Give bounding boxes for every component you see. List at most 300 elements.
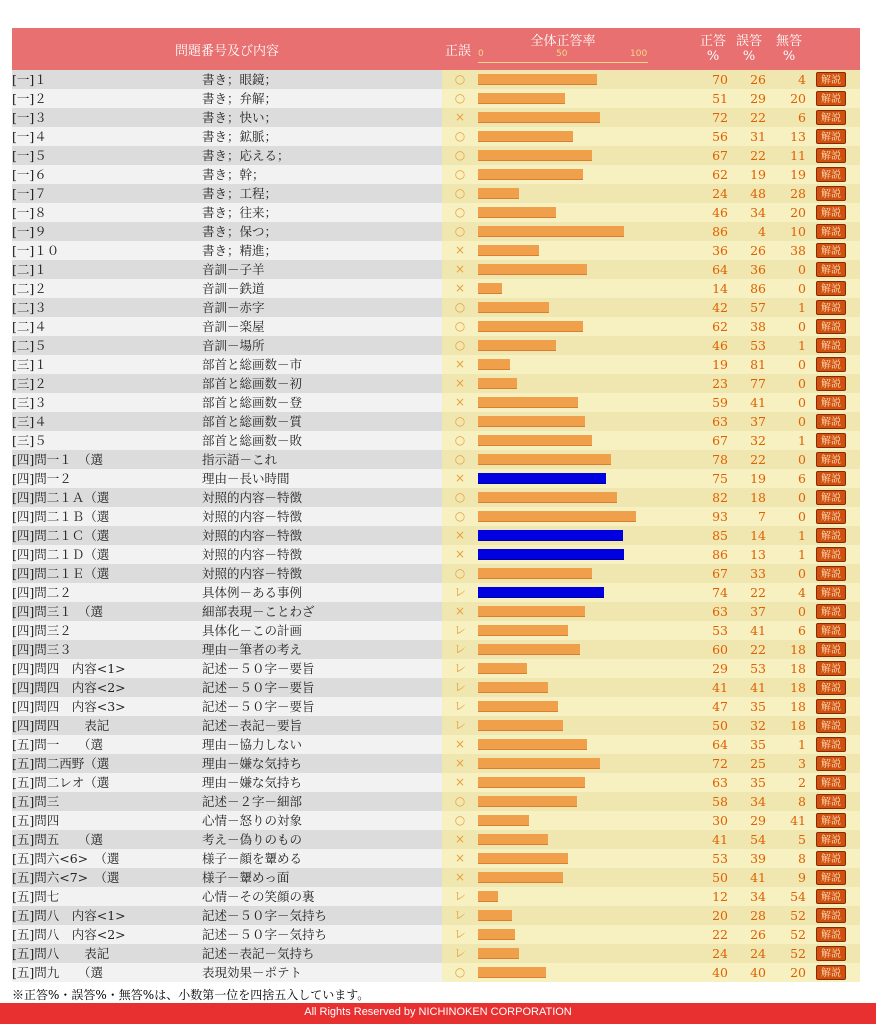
question-content: 理由－嫌な気持ち [202,756,303,771]
question-content: 心情－怒りの対象 [202,813,303,828]
question-number: [四]問二１Ａ（選 [12,490,110,505]
question-content: 具体例－ある事例 [202,585,303,600]
explanation-button[interactable]: 解説 [816,547,846,562]
result-mark: ○ [454,433,466,447]
correct-rate-bar [478,530,623,541]
explanation-button[interactable]: 解説 [816,889,846,904]
correct-percent: 67 [712,566,728,581]
table-row [12,317,860,336]
table-row [12,469,860,488]
explanation-button[interactable]: 解説 [816,72,846,87]
question-number: [四]問二２ [12,585,72,600]
question-number: [五]問六<7> （選 [12,870,120,885]
table-row [12,640,860,659]
correct-percent: 30 [712,813,728,828]
wrong-percent: 26 [750,927,766,942]
wrong-percent: 37 [750,414,766,429]
header-correct-label: 正答 [699,34,726,49]
question-number: [四]問三２ [12,623,72,638]
correct-percent: 72 [712,756,728,771]
wrong-percent: 4 [758,224,766,239]
blank-percent: 6 [798,110,806,125]
blank-percent: 8 [798,794,806,809]
wrong-percent: 77 [750,376,766,391]
explanation-button[interactable]: 解説 [816,718,846,733]
blank-percent: 6 [798,623,806,638]
blank-percent: 1 [798,737,806,752]
correct-percent: 63 [712,604,728,619]
header-wrong-label: 誤答 [735,34,762,49]
correct-rate-bar [478,492,617,503]
table-row [12,298,860,317]
explanation-button[interactable]: 解説 [816,699,846,714]
blank-percent: 4 [798,72,806,87]
result-mark: ○ [454,129,466,143]
question-content: 対照的内容－特徴 [202,528,303,543]
result-mark: レ [453,699,466,713]
table-row [12,773,860,792]
wrong-percent: 39 [750,851,766,866]
explanation-button[interactable]: 解説 [816,395,846,410]
result-mark: × [454,262,466,276]
correct-percent: 14 [712,281,728,296]
question-number: [四]問二１Ｄ（選 [12,547,110,562]
correct-percent: 64 [712,262,728,277]
explanation-button[interactable]: 解説 [816,452,846,467]
result-mark: × [454,471,466,485]
question-content: 部首と総画数－敗 [202,433,303,448]
question-number: [四]問三１ （選 [12,604,104,619]
question-number: [五]問三 [12,794,60,809]
blank-percent: 0 [798,566,806,581]
result-mark: ○ [454,319,466,333]
wrong-percent: 19 [750,167,766,182]
blank-percent: 0 [798,604,806,619]
table-row [12,108,860,127]
question-number: [一]３ [12,110,47,125]
question-number: [四]問一２ [12,471,72,486]
explanation-button[interactable]: 解説 [816,566,846,581]
question-content: 部首と総画数－市 [202,357,303,372]
result-mark: ○ [454,414,466,428]
blank-percent: 20 [790,965,806,980]
result-mark: × [454,756,466,770]
table-header [12,28,860,70]
question-number: [五]問二西野（選 [12,756,110,771]
table-row [12,70,860,89]
correct-percent: 60 [712,642,728,657]
correct-percent: 12 [712,889,728,904]
result-mark: レ [453,642,466,656]
correct-percent: 41 [712,680,728,695]
correct-percent: 50 [712,870,728,885]
correct-percent: 40 [712,965,728,980]
table-row [12,526,860,545]
correct-percent: 85 [712,528,728,543]
explanation-button[interactable]: 解説 [816,604,846,619]
wrong-percent: 22 [750,585,766,600]
wrong-percent: 22 [750,452,766,467]
correct-rate-bar [478,226,624,237]
correct-percent: 53 [712,623,728,638]
result-mark: レ [453,927,466,941]
question-number: [二]２ [12,281,47,296]
explanation-button[interactable]: 解説 [816,661,846,676]
explanation-button[interactable]: 解説 [816,832,846,847]
question-content: 指示語－これ [202,452,278,467]
blank-percent: 3 [798,756,806,771]
question-content: 記述－５０字－要旨 [202,699,315,714]
question-number: [四]問二１Ｅ（選 [12,566,110,581]
wrong-percent: 34 [750,205,766,220]
question-number: [三]３ [12,395,47,410]
explanation-button[interactable]: 解説 [816,338,846,353]
question-content: 書き；弁解； [202,91,278,106]
result-mark: × [454,737,466,751]
wrong-percent: 40 [750,965,766,980]
header-blank-label: 無答 [775,34,802,49]
question-number: [五]問九 （選 [12,965,104,980]
question-content: 対照的内容－特徴 [202,566,303,581]
question-content: 音訓－場所 [202,338,265,353]
explanation-button[interactable]: 解説 [816,794,846,809]
correct-percent: 19 [712,357,728,372]
correct-rate-bar [478,93,565,104]
question-content: 理由－嫌な気持ち [202,775,303,790]
header-wrong-pct: % [742,49,756,64]
correct-percent: 46 [712,205,728,220]
correct-percent: 59 [712,395,728,410]
correct-percent: 63 [712,414,728,429]
question-content: 様子－顔を顰める [202,851,303,866]
explanation-button[interactable]: 解説 [816,813,846,828]
wrong-percent: 57 [750,300,766,315]
result-mark: ○ [454,813,466,827]
table-row [12,716,860,735]
correct-rate-bar [478,625,568,636]
correct-percent: 82 [712,490,728,505]
correct-percent: 42 [712,300,728,315]
question-number: [四]問一１ （選 [12,452,104,467]
wrong-percent: 41 [750,680,766,695]
correct-percent: 23 [712,376,728,391]
correct-rate-bar [478,473,606,484]
explanation-button[interactable]: 解説 [816,281,846,296]
explanation-button[interactable]: 解説 [816,908,846,923]
header-blank [772,34,806,64]
question-number: [二]５ [12,338,47,353]
blank-percent: 10 [790,224,806,239]
explanation-button[interactable]: 解説 [816,167,846,182]
question-number: [四]問三３ [12,642,72,657]
blank-percent: 0 [798,281,806,296]
correct-rate-bar [478,834,548,845]
result-mark: ○ [454,91,466,105]
blank-percent: 20 [790,205,806,220]
explanation-button[interactable]: 解説 [816,490,846,505]
wrong-percent: 41 [750,870,766,885]
correct-rate-bar [478,378,517,389]
wrong-percent: 38 [750,319,766,334]
correct-rate-bar [478,549,624,560]
question-number: [五]問五 （選 [12,832,104,847]
correct-percent: 62 [712,167,728,182]
explanation-button[interactable]: 解説 [816,623,846,638]
correct-percent: 46 [712,338,728,353]
explanation-button[interactable]: 解説 [816,148,846,163]
blank-percent: 11 [790,148,806,163]
correct-percent: 22 [712,927,728,942]
wrong-percent: 32 [750,433,766,448]
question-content: 書き；幹； [202,167,265,182]
result-mark: × [454,528,466,542]
result-mark: × [454,604,466,618]
correct-percent: 86 [712,547,728,562]
correct-percent: 67 [712,433,728,448]
question-content: 考え－偽りのもの [202,832,303,847]
question-number: [五]問六<6> （選 [12,851,120,866]
result-mark: レ [453,889,466,903]
result-mark: × [454,395,466,409]
correct-rate-bar [478,644,580,655]
blank-percent: 52 [790,946,806,961]
table-row [12,697,860,716]
correct-rate-bar [478,150,592,161]
result-mark: × [454,851,466,865]
wrong-percent: 22 [750,642,766,657]
correct-rate-bar [478,948,519,959]
blank-percent: 1 [798,338,806,353]
question-content: 対照的内容－特徴 [202,547,303,562]
correct-percent: 75 [712,471,728,486]
explanation-button[interactable]: 解説 [816,186,846,201]
wrong-percent: 25 [750,756,766,771]
table-row [12,621,860,640]
question-content: 書き；応える； [202,148,290,163]
question-content: 記述－５０字－要旨 [202,680,315,695]
explanation-button[interactable]: 解説 [816,433,846,448]
table-row [12,754,860,773]
result-mark: × [454,281,466,295]
table-row [12,412,860,431]
correct-rate-bar [478,796,577,807]
blank-percent: 19 [790,167,806,182]
blank-percent: 52 [790,927,806,942]
blank-percent: 38 [790,243,806,258]
explanation-button[interactable]: 解説 [816,927,846,942]
correct-rate-bar [478,720,563,731]
correct-rate-bar [478,169,583,180]
correct-rate-bar [478,568,592,579]
explanation-button[interactable]: 解説 [816,319,846,334]
blank-percent: 0 [798,357,806,372]
question-number: [二]４ [12,319,47,334]
header-title: 問題番号及び内容 [174,44,279,59]
table-row [12,241,860,260]
question-number: [五]問四 [12,813,60,828]
result-mark: ○ [454,452,466,466]
explanation-button[interactable]: 解説 [816,642,846,657]
explanation-button[interactable]: 解説 [816,205,846,220]
result-mark: × [454,775,466,789]
footnote: ※正答%・誤答%・無答%は、小数第一位を四捨五入しています。 [12,988,370,1002]
question-content: 心情－その笑顔の裏 [202,889,315,904]
explanation-button[interactable]: 解説 [816,129,846,144]
table-row [12,678,860,697]
result-mark: ○ [454,148,466,162]
table-row [12,811,860,830]
wrong-percent: 32 [750,718,766,733]
question-content: 書き；精進； [202,243,278,258]
blank-percent: 18 [790,699,806,714]
question-number: [一]７ [12,186,47,201]
result-mark: ○ [454,224,466,238]
explanation-button[interactable]: 解説 [816,946,846,961]
blank-percent: 41 [790,813,806,828]
header-correct [698,34,728,64]
table-row [12,659,860,678]
blank-percent: 0 [798,452,806,467]
result-mark: × [454,870,466,884]
explanation-button[interactable]: 解説 [816,414,846,429]
table-row [12,146,860,165]
question-content: 対照的内容－特徴 [202,509,303,524]
explanation-button[interactable]: 解説 [816,737,846,752]
table-row [12,849,860,868]
question-content: 記述－２字－細部 [202,794,303,809]
question-content: 音訓－鉄道 [202,281,265,296]
question-content: 部首と総画数－初 [202,376,303,391]
wrong-percent: 41 [750,623,766,638]
correct-percent: 41 [712,832,728,847]
wrong-percent: 53 [750,338,766,353]
explanation-button[interactable]: 解説 [816,756,846,771]
explanation-button[interactable]: 解説 [816,243,846,258]
explanation-button[interactable]: 解説 [816,775,846,790]
table-row [12,127,860,146]
blank-percent: 0 [798,319,806,334]
correct-rate-bar [478,815,529,826]
question-content: 記述－表記－気持ち [202,946,315,961]
table-row [12,564,860,583]
explanation-button[interactable]: 解説 [816,376,846,391]
correct-rate-bar [478,397,578,408]
explanation-button[interactable]: 解説 [816,585,846,600]
wrong-percent: 48 [750,186,766,201]
wrong-percent: 14 [750,528,766,543]
result-mark: × [454,110,466,124]
result-mark: レ [453,946,466,960]
explanation-button[interactable]: 解説 [816,91,846,106]
question-number: [四]問四 表記 [12,718,110,733]
correct-rate-bar [478,321,583,332]
question-content: 細部表現－ことわざ [202,604,315,619]
question-content: 具体化－この計画 [202,623,303,638]
correct-rate-bar [478,682,548,693]
table-row [12,450,860,469]
correct-percent: 53 [712,851,728,866]
table-row [12,906,860,925]
blank-percent: 0 [798,509,806,524]
explanation-button[interactable]: 解説 [816,357,846,372]
wrong-percent: 24 [750,946,766,961]
correct-rate-bar [478,701,558,712]
table-row [12,336,860,355]
wrong-percent: 41 [750,395,766,410]
wrong-percent: 36 [750,262,766,277]
question-content: 記述－５０字－気持ち [202,908,328,923]
explanation-button[interactable]: 解説 [816,528,846,543]
explanation-button[interactable]: 解説 [816,110,846,125]
wrong-percent: 34 [750,889,766,904]
correct-rate-bar [478,853,568,864]
blank-percent: 0 [798,395,806,410]
correct-percent: 36 [712,243,728,258]
result-mark: × [454,243,466,257]
table-row [12,583,860,602]
header-seigo: 正誤 [444,44,471,59]
correct-percent: 86 [712,224,728,239]
wrong-percent: 54 [750,832,766,847]
results-table [12,28,860,982]
wrong-percent: 22 [750,148,766,163]
question-number: [四]問二１Ｂ（選 [12,509,110,524]
wrong-percent: 35 [750,699,766,714]
question-number: [三]２ [12,376,47,391]
table-row [12,203,860,222]
explanation-button[interactable]: 解説 [816,680,846,695]
blank-percent: 28 [790,186,806,201]
question-content: 記述－５０字－要旨 [202,661,315,676]
explanation-button[interactable]: 解説 [816,471,846,486]
explanation-button[interactable]: 解説 [816,965,846,980]
result-mark: レ [453,623,466,637]
correct-percent: 78 [712,452,728,467]
result-mark: × [454,357,466,371]
question-number: [五]問八 内容<1> [12,908,126,923]
correct-percent: 93 [712,509,728,524]
table-row [12,735,860,754]
blank-percent: 1 [798,300,806,315]
question-number: [一]６ [12,167,47,182]
blank-percent: 0 [798,376,806,391]
table-row [12,944,860,963]
table-row [12,545,860,564]
question-content: 対照的内容－特徴 [202,490,303,505]
blank-percent: 4 [798,585,806,600]
explanation-button[interactable]: 解説 [816,224,846,239]
explanation-button[interactable]: 解説 [816,509,846,524]
explanation-button[interactable]: 解説 [816,300,846,315]
blank-percent: 54 [790,889,806,904]
explanation-button[interactable]: 解説 [816,851,846,866]
correct-percent: 63 [712,775,728,790]
explanation-button[interactable]: 解説 [816,262,846,277]
question-content: 様子－顰めっ面 [202,870,290,885]
correct-rate-bar [478,454,611,465]
result-mark: レ [453,661,466,675]
question-content: 書き；快い； [202,110,278,125]
explanation-button[interactable]: 解説 [816,870,846,885]
correct-percent: 67 [712,148,728,163]
correct-percent: 20 [712,908,728,923]
question-content: 書き；眼鏡； [202,72,278,87]
correct-rate-bar [478,131,573,142]
blank-percent: 18 [790,642,806,657]
question-number: [一]２ [12,91,47,106]
blank-percent: 2 [798,775,806,790]
result-mark: ○ [454,300,466,314]
